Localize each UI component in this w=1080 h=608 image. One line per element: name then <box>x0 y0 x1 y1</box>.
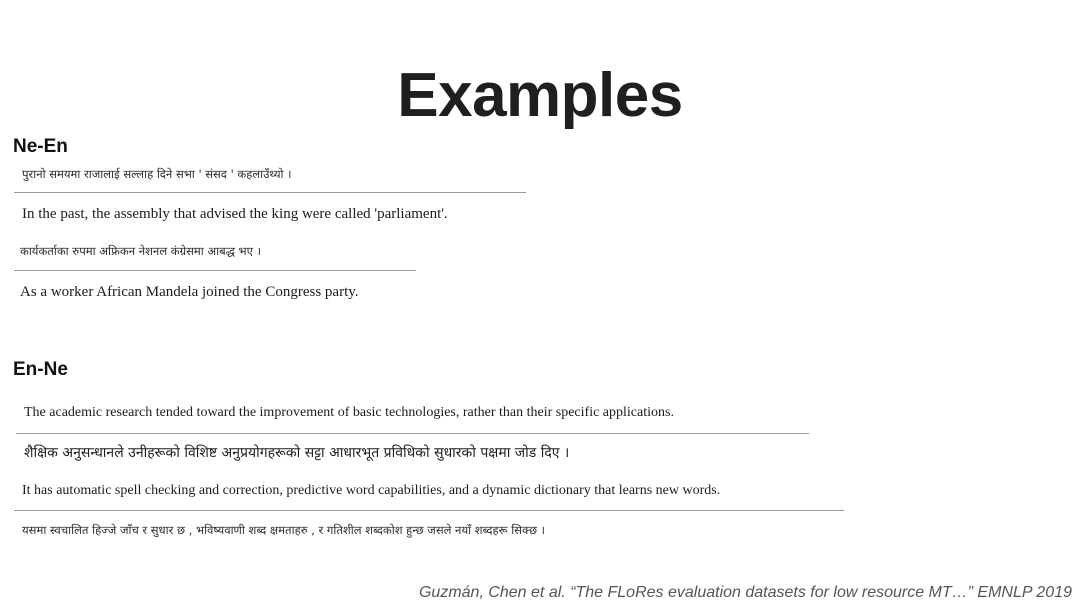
divider <box>16 433 809 434</box>
ne-en-example-2-source: कार्यकर्ताका रुपमा अफ्रिकन नेशनल कंग्रेसमा आबद्ध भए । <box>20 244 261 258</box>
section-heading-ne-en: Ne-En <box>13 136 68 157</box>
ne-en-example-1-source: पुरानो समयमा राजालाई सल्लाह दिने सभा ' संसद ' कहलाउँथ्यो । <box>22 167 292 181</box>
ne-en-example-1-translation: In the past, the assembly that advised the king were called 'parliament'. <box>22 206 448 222</box>
en-ne-example-1-source: The academic research tended toward the improvement of basic technologies, rather than their specific applications. <box>24 405 674 420</box>
en-ne-example-2-source: It has automatic spell checking and correction, predictive word capabilities, and a dynamic dictionary that learns new words. <box>22 483 721 498</box>
divider <box>14 510 844 511</box>
en-ne-example-2-translation: यसमा स्वचालित हिज्जे जाँच र सुधार छ , भविष्यवाणी शब्द क्षमताहरु , र गतिशील शब्दकोश हुन्छ जसले नयाँ शब्दहरू सिक्छ । <box>22 523 546 537</box>
divider <box>14 270 416 271</box>
ne-en-example-2-translation: As a worker African Mandela joined the Congress party. <box>20 284 359 300</box>
citation: Guzmán, Chen et al. “The FLoRes evaluation datasets for low resource MT…” EMNLP 2019 <box>418 584 1072 601</box>
section-heading-en-ne: En-Ne <box>13 359 68 380</box>
divider <box>14 192 526 193</box>
slide-title: Examples <box>397 61 683 130</box>
en-ne-example-1-translation: शैक्षिक अनुसन्धानले उनीहरूको विशिष्ट अनुप्रयोगहरूको सट्टा आधारभूत प्रविधिको सुधारको पक्षमा जोड दिए । <box>24 445 570 461</box>
